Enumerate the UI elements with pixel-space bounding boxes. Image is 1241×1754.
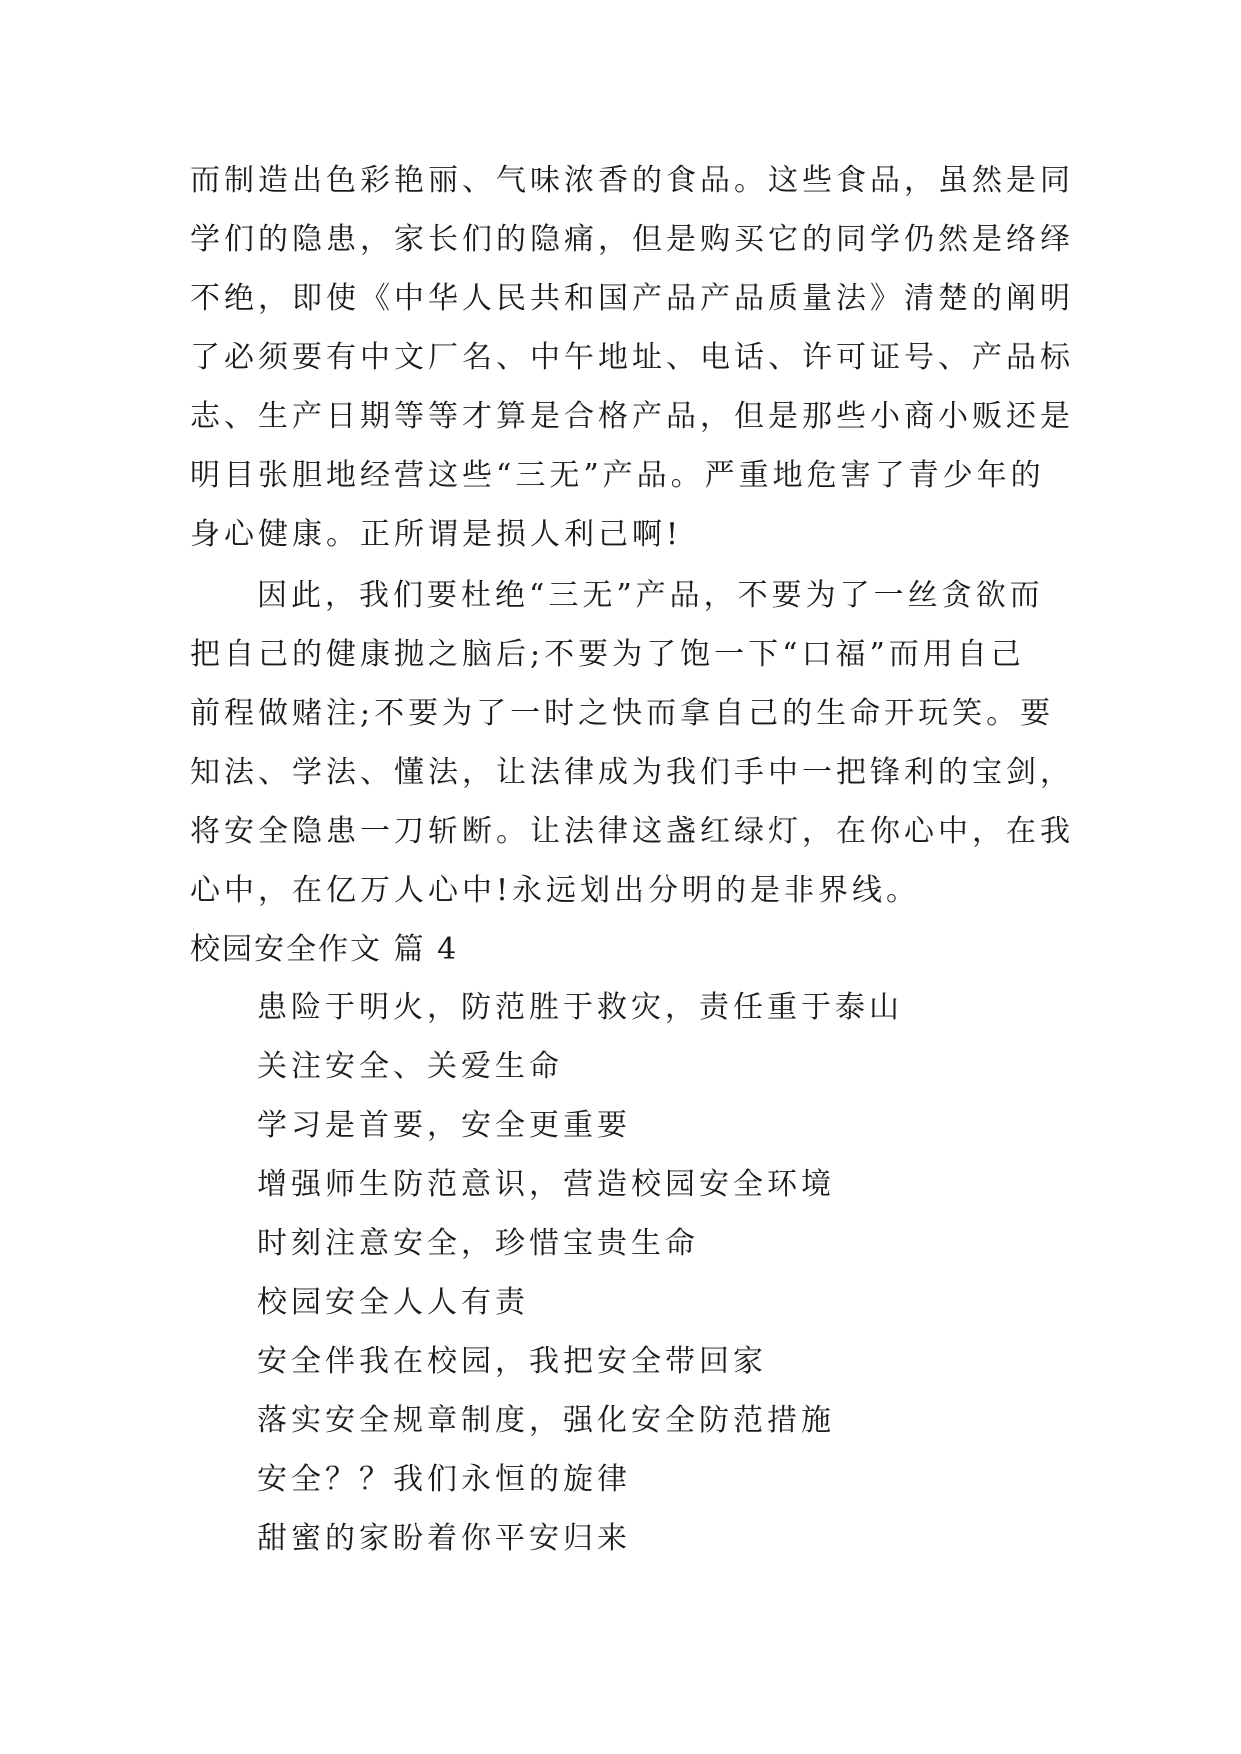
section-heading: 校园安全作文 篇 4 (190, 932, 459, 967)
paragraph-line: 志、生产日期等等才算是合格产品，但是那些小商小贩还是 (190, 399, 1074, 434)
paragraph-line: 不绝，即使《中华人民共和国产品产品质量法》清楚的阐明 (190, 281, 1074, 316)
slogan-line: 增强师生防范意识，营造校园安全环境 (257, 1167, 835, 1202)
slogan-line: 甜蜜的家盼着你平安归来 (257, 1521, 631, 1556)
paragraph-line: 心中，在亿万人心中!永远划出分明的是非界线。 (190, 873, 921, 908)
slogan-line: 安全伴我在校园，我把安全带回家 (257, 1344, 767, 1379)
paragraph-line: 把自己的健康抛之脑后;不要为了饱一下“口福”而用自己 (190, 637, 1025, 672)
slogan-line: 校园安全人人有责 (257, 1285, 529, 1320)
slogan-line: 学习是首要，安全更重要 (257, 1108, 631, 1143)
paragraph-line: 学们的隐患，家长们的隐痛，但是购买它的同学仍然是络绎 (190, 222, 1074, 257)
paragraph-line: 身心健康。正所谓是损人利己啊! (190, 517, 683, 552)
slogan-line: 安全？？我们永恒的旋律 (257, 1462, 631, 1497)
slogan-line: 关注安全、关爱生命 (257, 1049, 563, 1084)
paragraph-line: 而制造出色彩艳丽、气味浓香的食品。这些食品，虽然是同 (190, 163, 1074, 198)
paragraph-line: 因此，我们要杜绝“三无”产品，不要为了一丝贪欲而 (257, 578, 1044, 613)
paragraph-line: 明目张胆地经营这些“三无”产品。严重地危害了青少年的 (190, 458, 1045, 493)
paragraph-line: 了必须要有中文厂名、中午地址、电话、许可证号、产品标 (190, 340, 1074, 375)
slogan-line: 时刻注意安全，珍惜宝贵生命 (257, 1226, 699, 1261)
slogan-line: 落实安全规章制度，强化安全防范措施 (257, 1403, 835, 1438)
paragraph-line: 将安全隐患一刀斩断。让法律这盏红绿灯，在你心中，在我 (190, 814, 1074, 849)
paragraph-line: 前程做赌注;不要为了一时之快而拿自己的生命开玩笑。要 (190, 696, 1055, 731)
slogan-line: 患险于明火，防范胜于救灾，责任重于泰山 (257, 990, 903, 1025)
paragraph-line: 知法、学法、懂法，让法律成为我们手中一把锋利的宝剑， (190, 755, 1074, 790)
